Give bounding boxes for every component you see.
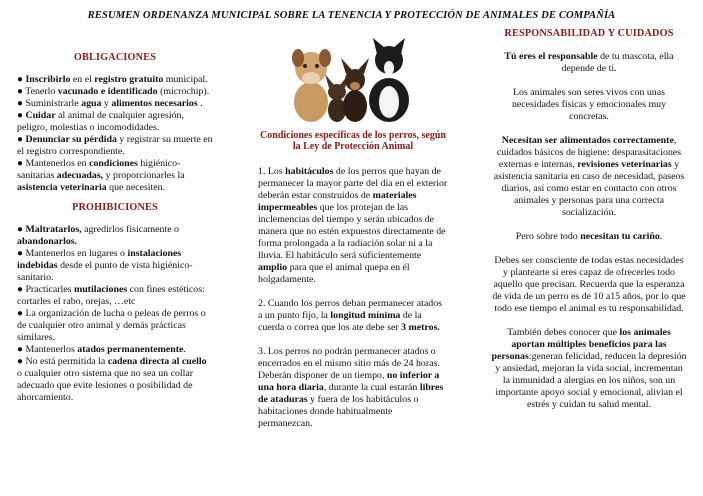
bullet: ● (17, 86, 26, 97)
bold-text: los animales aportan múltiples beneficios para las personas (491, 327, 671, 362)
resp-paragraph-5: Debes ser consciente de todas estas necesidades y plantearte si eres capaz de ofrecerles todo aquello que precisan. Recuerda que la esperanza de vida de un perro es de 10 a15 años, por lo que todo ese tiempo el animal es tu responsabilidad. (492, 255, 686, 314)
bullet: ● (17, 158, 26, 169)
prohibicion-item-6 (17, 356, 213, 404)
text: agredirlos físicamente o (81, 224, 179, 235)
text: y fuera de los habitáculos o habitaciones donde habitualmente permanezcan. (258, 394, 419, 429)
text: . (659, 231, 663, 242)
prohibicion-item-1 (17, 224, 213, 248)
bold-text: abandonarlos. (17, 236, 78, 247)
bold-text: habitáculos (285, 166, 334, 177)
terrier-body (343, 90, 367, 122)
text: Mantenerlos en (25, 158, 90, 169)
bullet: ● (17, 248, 26, 259)
bold-text: atados permanentemente (77, 344, 184, 355)
text: Practicarles (25, 284, 74, 295)
text: y asistencia sanitaria en caso de necesidad, paseos diarios, así como estar en contacto con otros animales y personas para una correcta socialización. (493, 159, 685, 218)
text: y proporcionarles la (103, 170, 185, 181)
responsabilidad-heading: RESPONSABILIDAD Y CUIDADOS (504, 28, 674, 39)
tan-dog-muzzle (302, 72, 320, 84)
text: Mantenerlos (25, 344, 78, 355)
bullet: ● (17, 134, 26, 145)
resp-paragraph-6 (491, 327, 687, 411)
column-center (258, 36, 448, 442)
text: Suministrarle (25, 98, 82, 109)
text: Mantenerlos en lugares o (25, 248, 128, 259)
condicion-2 (258, 298, 448, 334)
tan-dog-ear (292, 49, 304, 67)
text: :generan felicidad, reducen la depresión y ansiedad, mejoran la vida social, incrementan la inmunidad a alergias en los niños, son un importante apoyo social y emocional, alivian el estrés y cuidan tu salud mental. (495, 351, 687, 410)
bullet: ● (17, 284, 26, 295)
column-right (491, 28, 687, 423)
bold-text: Denunciar su pérdida (25, 134, 117, 145)
tan-dog-eye (315, 64, 319, 68)
text: higiénico-sanitarias (17, 158, 181, 181)
bold-text: alimentos necesarios (111, 98, 198, 109)
text: 1. Los (258, 166, 286, 177)
bold-text: agua (81, 98, 102, 109)
resp-paragraph-2: Los animales son seres vivos con unas necesidades físicas y emocionales muy concretas. (511, 87, 667, 122)
dogs-photo-icon (289, 36, 417, 124)
text: que necesiten. (106, 182, 166, 193)
tan-dog-body (294, 82, 328, 122)
text: que los protejan de las inclemencias del tiempo y serán ubicados de manera que no estén expuestos directamente de forma prolongada a la radiación solar ni a la lluvia. El habitáculo será suficientemente (258, 202, 446, 261)
condicion-3 (258, 346, 448, 430)
text: y (101, 98, 112, 109)
text: con fines estéticos: cortarles el rabo, orejas, …etc (17, 284, 205, 307)
text: 3. Los perros no podrán permanecer atados o encerrados en el mismo sitio más de 24 horas. Deberán disponer de un tiempo, (258, 346, 440, 381)
text: desde el punto de vista higiénico-sanitario. (17, 260, 193, 283)
bold-text: Maltratarlos, (25, 224, 82, 235)
text: de tu mascota, ella depende de ti. (561, 51, 674, 74)
bullet: ● (17, 98, 26, 109)
bold-text: vacunado e identificado (57, 86, 158, 97)
condicion-1 (258, 166, 448, 286)
bullet: ● (17, 74, 26, 85)
collie-chest (379, 86, 399, 118)
bullet: ● (17, 308, 26, 319)
bold-text: necesitan tu cariño (580, 231, 660, 242)
obligacion-item-1 (17, 74, 213, 86)
text: o cualquier otro sistema que no sea un collar adecuado que evite lesiones o posibilidad de ahorcamiento. (17, 368, 194, 403)
text: al animal de cualquier agresión, peligro, molestias o incomodidades. (17, 110, 184, 133)
bullet: ● (17, 110, 26, 121)
text: de la cuerda o correa que los ate debe ser (258, 310, 422, 333)
bold-text: mutilaciones (73, 284, 128, 295)
tan-dog-ear (319, 49, 331, 67)
resp-paragraph-1 (491, 51, 687, 75)
bold-text: Inscribirlo (25, 74, 71, 85)
text: para que el animal quepa en él holgadamente. (258, 262, 410, 285)
text: en el (70, 74, 95, 85)
text: municipal. (163, 74, 208, 85)
bold-text: amplio (258, 262, 288, 273)
tan-dog-eye (303, 64, 307, 68)
bold-text: condiciones (89, 158, 138, 169)
bold-text: asistencia veterinaria (17, 182, 107, 193)
prohibiciones-heading: PROHIBICIONES (72, 202, 158, 213)
text: No está permitida la (25, 356, 108, 367)
column-left (17, 52, 213, 404)
text: , cuidados básicos de higiene: desparasitaciones externas e internas, (496, 135, 682, 170)
bullet: ● (17, 224, 26, 235)
text: . (183, 344, 186, 355)
bold-text: instalaciones indebidas (17, 248, 182, 271)
bold-text: 3 metros. (401, 322, 440, 333)
obligaciones-heading: OBLIGACIONES (73, 52, 157, 63)
text: Pero sobre todo (515, 231, 581, 242)
terrier-muzzle (350, 82, 360, 90)
text: (microchip). (157, 86, 210, 97)
bold-text: materiales impermeables (258, 190, 417, 213)
obligacion-item-6 (17, 158, 213, 194)
dogs-illustration (289, 36, 417, 124)
bold-text: adecuadas, (56, 170, 104, 181)
bold-text: Necesitan ser alimentados correctamente (501, 135, 674, 146)
text: de los perros que hayan de permanecer la mayor parte del día en el exterior deberán estar construidos de (258, 166, 448, 201)
text: y registrar su muerte en el registro correspondiente. (17, 134, 213, 157)
bold-text: revisiones veterinarias (577, 159, 672, 170)
text: . (197, 98, 203, 109)
obligacion-item-2 (17, 86, 213, 98)
text: También debes conocer que (507, 327, 620, 338)
bold-text: Tú eres el responsable (504, 51, 598, 62)
obligacion-item-5 (17, 134, 213, 158)
bullet: ● (17, 356, 26, 367)
bullet: ● (17, 344, 26, 355)
condiciones-heading: Condiciones específicas de los perros, según la Ley de Protección Animal (260, 130, 446, 152)
obligacion-item-3 (17, 98, 213, 110)
bold-text: libres de ataduras (258, 382, 444, 405)
resp-paragraph-4 (491, 231, 687, 243)
text: La organización de lucha o peleas de perros o de cualquier otro animal y demás prácticas similares. (17, 308, 206, 343)
bold-text: cadena directa al cuello (107, 356, 207, 367)
text: , durante la cual estarán (323, 382, 420, 393)
prohibicion-item-5 (17, 344, 213, 356)
page-title: RESUMEN ORDENANZA MUNICIPAL SOBRE LA TENENCIA Y PROTECCIÓN DE ANIMALES DE COMPAÑÍA (87, 10, 616, 21)
bold-text: longitud mínima (330, 310, 401, 321)
bold-text: Cuidar (25, 110, 56, 121)
text: 2. Cuando los perros deban permanecer atados a un punto fijo, la (258, 298, 442, 321)
bold-text: registro gratuito (94, 74, 164, 85)
prohibicion-item-4 (17, 308, 213, 344)
obligacion-item-4 (17, 110, 213, 134)
text: Tenerlo (25, 86, 58, 97)
bold-text: no inferior a una hora diaria (258, 370, 440, 393)
resp-paragraph-3 (491, 135, 687, 219)
collie-blaze (384, 61, 394, 75)
prohibicion-item-2 (17, 248, 213, 284)
prohibicion-item-3 (17, 284, 213, 308)
small-dog-body (328, 98, 346, 122)
